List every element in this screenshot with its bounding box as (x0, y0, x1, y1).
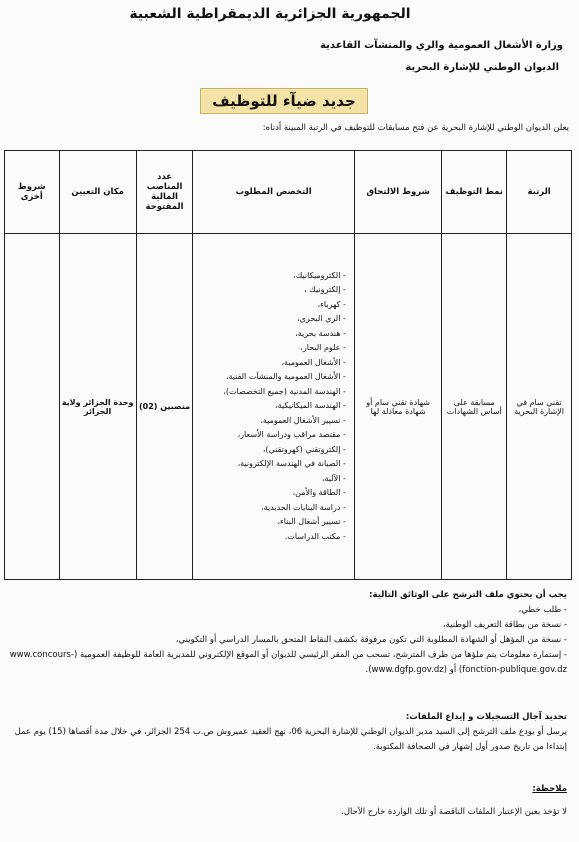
list-item: - كهرباء، (195, 298, 346, 313)
list-item: - دراسة البنايات الحديدية، (195, 501, 346, 516)
positions-table (4, 150, 572, 580)
col-specialty-header: التخصص المطلوب (193, 151, 355, 234)
list-item: - نسخة من المؤهل أو الشهادة المطلوبة التي تكون مرفوقة بكشف النقاط المتحق بالمسار الدراسي أو التكويني، (9, 633, 567, 648)
note-title: ملاحظة: (532, 784, 567, 794)
col-mode-header: نمط التوظيف (442, 151, 507, 234)
list-item: - تسيير أشغال البناء، (195, 515, 346, 530)
col-place-header: مكان التعيين (59, 151, 136, 234)
deadline-title: تحديد آجال التسجيلات و إيداع الملفات: (405, 712, 567, 722)
list-item: - إلكترونيك ، (195, 283, 346, 298)
list-item: - الآلية، (195, 472, 346, 487)
note-text: لا تؤخذ بعين الإعتبار الملفات الناقصة أو تلك الواردة خارج الآجال. (341, 807, 567, 817)
documents-list (9, 603, 567, 678)
list-item: - طلب خطي، (9, 603, 567, 618)
col-grade-header: الرتبة (507, 151, 572, 234)
cell-conditions: شهادة تقني سام أو شهادة معادلة لها (354, 234, 441, 580)
list-item: - الأشغال العمومية، (195, 356, 346, 371)
deadline-text: يرسل أو يودع ملف الترشح إلى السيد مدير الديوان الوطني للإشارة البحرية 06، نهج العقيد عميروش ص.ب 254 الجزائر، في خلال مدة أقصاها (15) يوم عمل إبتداءا من تاريخ صدور أول إشهار في الصحافة المكتوبة. (14, 727, 567, 752)
intro-text: يعلن الديوان الوطني للإشارة البحرية عن فتح مسابقات للتوظيف في الرتبة المبينة أدناه: (262, 123, 569, 133)
republic-title: الجمهورية الجزائرية الديمقراطية الشعبية (129, 6, 411, 22)
deadline-section (9, 710, 567, 755)
cell-grade: تقني سام في الإشارة البحرية (507, 234, 572, 580)
cell-mode: مسابقة على أساس الشهادات (442, 234, 507, 580)
list-item: - الصيانة في الهندسة الإلكترونية، (195, 457, 346, 472)
cell-other (5, 234, 60, 580)
ministry-name: وزارة الأشغال العمومية والري والمنشآت القاعدية (320, 40, 563, 51)
documents-section (9, 588, 567, 678)
list-item: - الهندسة الميكانيكية، (195, 399, 346, 414)
list-item: - الطاقة والأمن، (195, 486, 346, 501)
cell-place: وحدة الجزائر ولاية الجزائر (59, 234, 136, 580)
list-item: - تسيير الأشغال العمومية، (195, 414, 346, 429)
list-item: - علوم البحار، (195, 341, 346, 356)
specialty-list (195, 269, 352, 545)
list-item: - إلكتروتقني (كهروتقني)، (195, 443, 346, 458)
list-item: - إستمارة معلومات يتم ملؤها من طرف المترشح، تسحب من المقر الرئيسي للديوان أو الموقع الإلكتروني للمديرية العامة للوظيفة العمومية (www.concours-fonction-publique.gov.dz) أو (www.dgfp.gov.dz). (9, 648, 567, 678)
recruitment-banner: جديد ضيآء للتوظيف (200, 88, 368, 114)
office-name: الديوان الوطني للإشارة البحرية (405, 62, 559, 73)
list-item: - مقتصد مراقب ودراسة الأسعار، (195, 428, 346, 443)
documents-title: يجب أن يحتوي ملف الترشح على الوثائق التالية: (369, 590, 567, 600)
list-item: - الري البحري، (195, 312, 346, 327)
note-section (9, 782, 567, 820)
list-item: - الأشغال العمومية والمنشآت الفنية، (195, 370, 346, 385)
list-item: - الهندسة المدنية (جميع التخصصات)، (195, 385, 346, 400)
list-item: - هندسة بحرية، (195, 327, 346, 342)
list-item: - نسخة من بطاقة التعريف الوطنية، (9, 618, 567, 633)
cell-specialties (193, 234, 355, 580)
col-conditions-header: شروط الالتحاق (354, 151, 441, 234)
list-item: - الكتروميكانيك، (195, 269, 346, 284)
cell-positions: منصبين (02) (136, 234, 193, 580)
list-item: - مكتب الدراسات. (195, 530, 346, 545)
col-other-header: شروط أخرى (5, 151, 60, 234)
table-row (5, 234, 572, 580)
col-positions-header: عدد المناصب المالية المفتوحة (136, 151, 193, 234)
table-header-row (5, 151, 572, 234)
